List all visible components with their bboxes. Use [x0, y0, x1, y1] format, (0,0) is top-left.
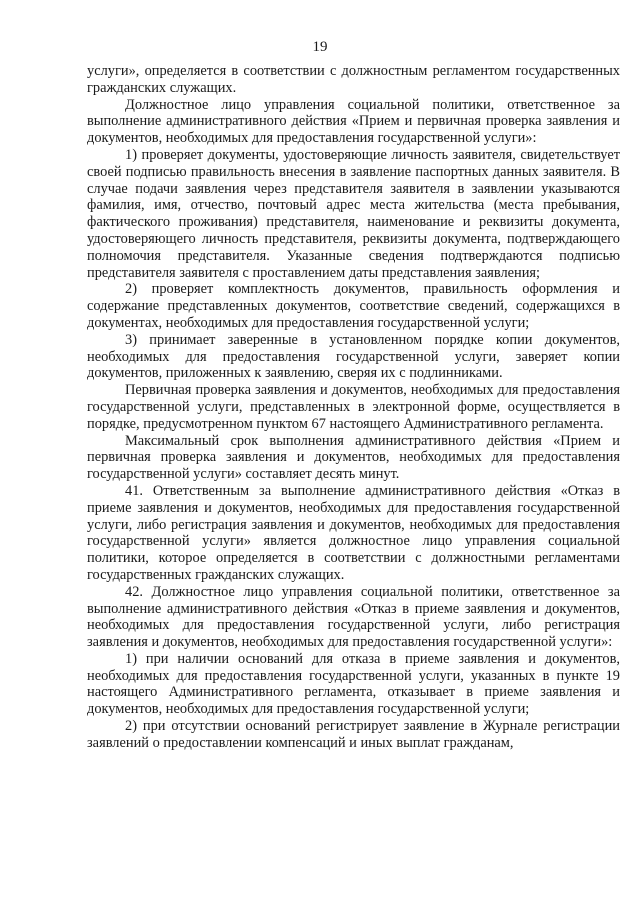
- paragraph-42-item-1: 1) при наличии оснований для отказа в приеме заявления и документов, необходимых для предоставления государственной услуги, указанных в пункте 19 настоящего Административного регламента, отказывает в приеме заявления и документов, необходимых для предоставления государственной услуги;: [87, 650, 620, 718]
- paragraph-responsible-official: Должностное лицо управления социальной политики, ответственное за выполнение административного действия «Прием и первичная проверка заявления и документов, необходимых для предоставления государственной услуги»:: [87, 96, 620, 147]
- paragraph-41: 41. Ответственным за выполнение административного действия «Отказ в приеме заявления и документов, необходимых для предоставления государственной услуги, либо регистрация заявления и документов, необходимых для предоставления государственной услуги» является должностное лицо управления социальной политики, которое определяется в соответствии с должностными регламентами государственных гражданских служащих.: [87, 482, 620, 583]
- paragraph-continuation: услуги», определяется в соответствии с должностным регламентом государственных гражданских служащих.: [87, 63, 620, 96]
- paragraph-item-2-checks-completeness: 2) проверяет комплектность документов, правильность оформления и содержание представленных документов, соответствие сведений, содержащихся в документах, необходимых для предоставления государственной услуги;: [87, 281, 620, 331]
- paragraph-item-3-accepts-copies: 3) принимает заверенные в установленном порядке копии документов, необходимых для предоставления государственной услуги, заверяет копии документов, приложенных к заявлению, сверяя их с подлинниками.: [87, 331, 620, 382]
- paragraph-max-duration: Максимальный срок выполнения административного действия «Прием и первичная проверка заявления и документов, необходимых для предоставления государственной услуги» составляет десять минут.: [87, 432, 620, 483]
- paragraph-electronic-form: Первичная проверка заявления и документов, необходимых для предоставления государственной услуги, представленных в электронной форме, осуществляется в порядке, предусмотренном пунктом 67 настоящего Административного регламента.: [87, 382, 620, 432]
- document-body: [87, 63, 620, 752]
- paragraph-42: 42. Должностное лицо управления социальной политики, ответственное за выполнение административного действия «Отказ в приеме заявления и документов, необходимых для предоставления государственной услуги, либо регистрация заявления и документов, необходимых для предоставления государственной услуги»:: [87, 583, 620, 651]
- paragraph-item-1-checks-documents: 1) проверяет документы, удостоверяющие личность заявителя, свидетельствует своей подписью правильность внесения в заявление паспортных данных заявителя. В случае подачи заявления через представителя заявителя в заявлении указываются фамилия, имя, отчество, почтовый адрес места жительства (места пребывания, фактического проживания) представителя, наименование и реквизиты документа, удостоверяющего личность представителя, реквизиты документа, подтверждающего полномочия представителя. Указанные сведения подтверждаются подписью представителя заявителя с проставлением даты представления заявления;: [87, 146, 620, 281]
- paragraph-42-item-2: 2) при отсутствии оснований регистрирует заявление в Журнале регистрации заявлений о предоставлении компенсаций и иных выплат гражданам,: [87, 718, 620, 751]
- page-number: 19: [312, 39, 328, 55]
